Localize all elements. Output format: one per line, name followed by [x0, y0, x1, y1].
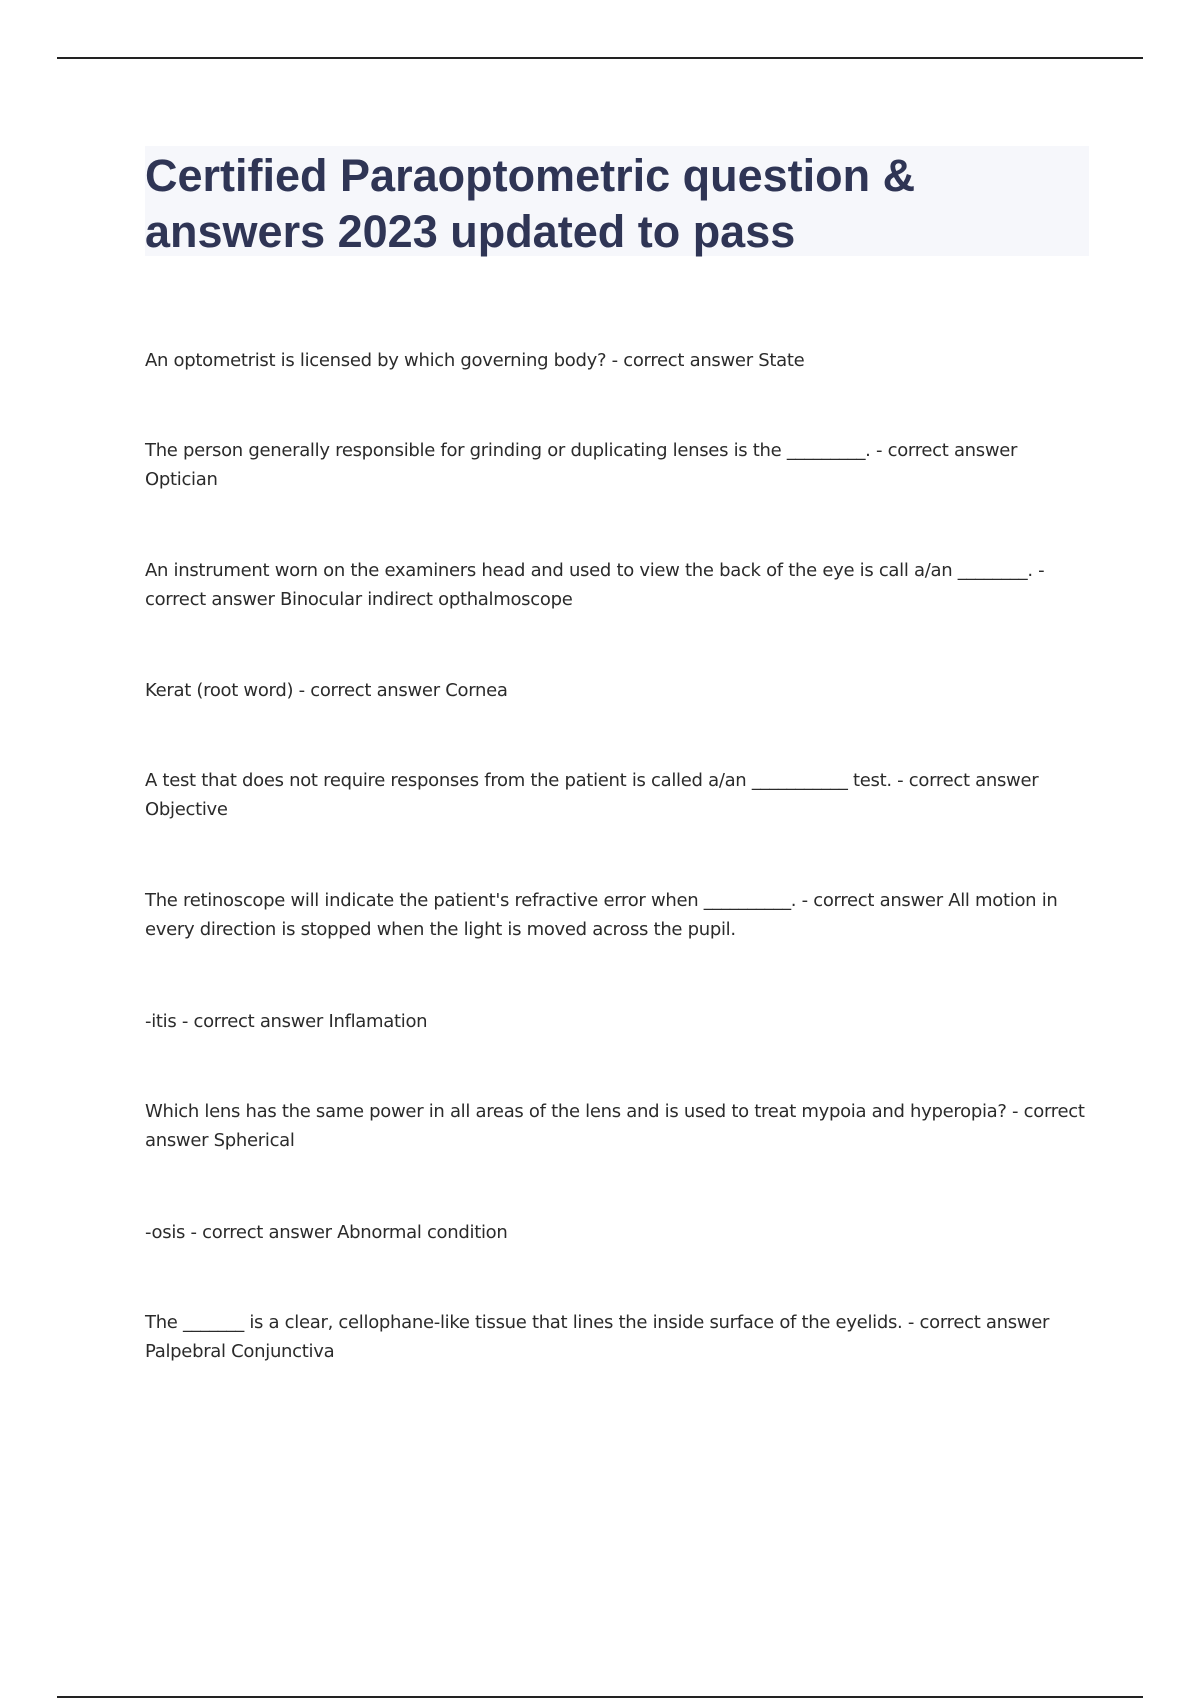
qa-item: The person generally responsible for grinding or duplicating lenses is the _________. - correct answer Optician [145, 440, 1018, 490]
header-rule [57, 57, 1143, 59]
qa-item: The retinoscope will indicate the patient's refractive error when __________. - correct answer All motion in every direction is stopped when the light is moved across the pupil. [145, 890, 1058, 940]
document-title: Certified Paraoptometric question & answers 2023 updated to pass [145, 150, 916, 257]
footer-rule [57, 1696, 1143, 1698]
qa-item: Kerat (root word) - correct answer Cornea [145, 680, 508, 701]
qa-item: A test that does not require responses from the patient is called a/an ___________ test. - correct answer Objective [145, 770, 1039, 820]
qa-item: -osis - correct answer Abnormal condition [145, 1222, 508, 1243]
qa-item: The _______ is a clear, cellophane-like tissue that lines the inside surface of the eyelids. - correct answer Palpebral Conjunctiva [145, 1312, 1050, 1362]
qa-item: -itis - correct answer Inflamation [145, 1011, 428, 1032]
qa-item: An optometrist is licensed by which governing body? - correct answer State [145, 350, 805, 371]
qa-item: Which lens has the same power in all areas of the lens and is used to treat mypoia and hyperopia? - correct answer Spherical [145, 1101, 1085, 1151]
qa-item: An instrument worn on the examiners head and used to view the back of the eye is call a/an ________. - correct answer Binocular indirect opthalmoscope [145, 560, 1045, 610]
